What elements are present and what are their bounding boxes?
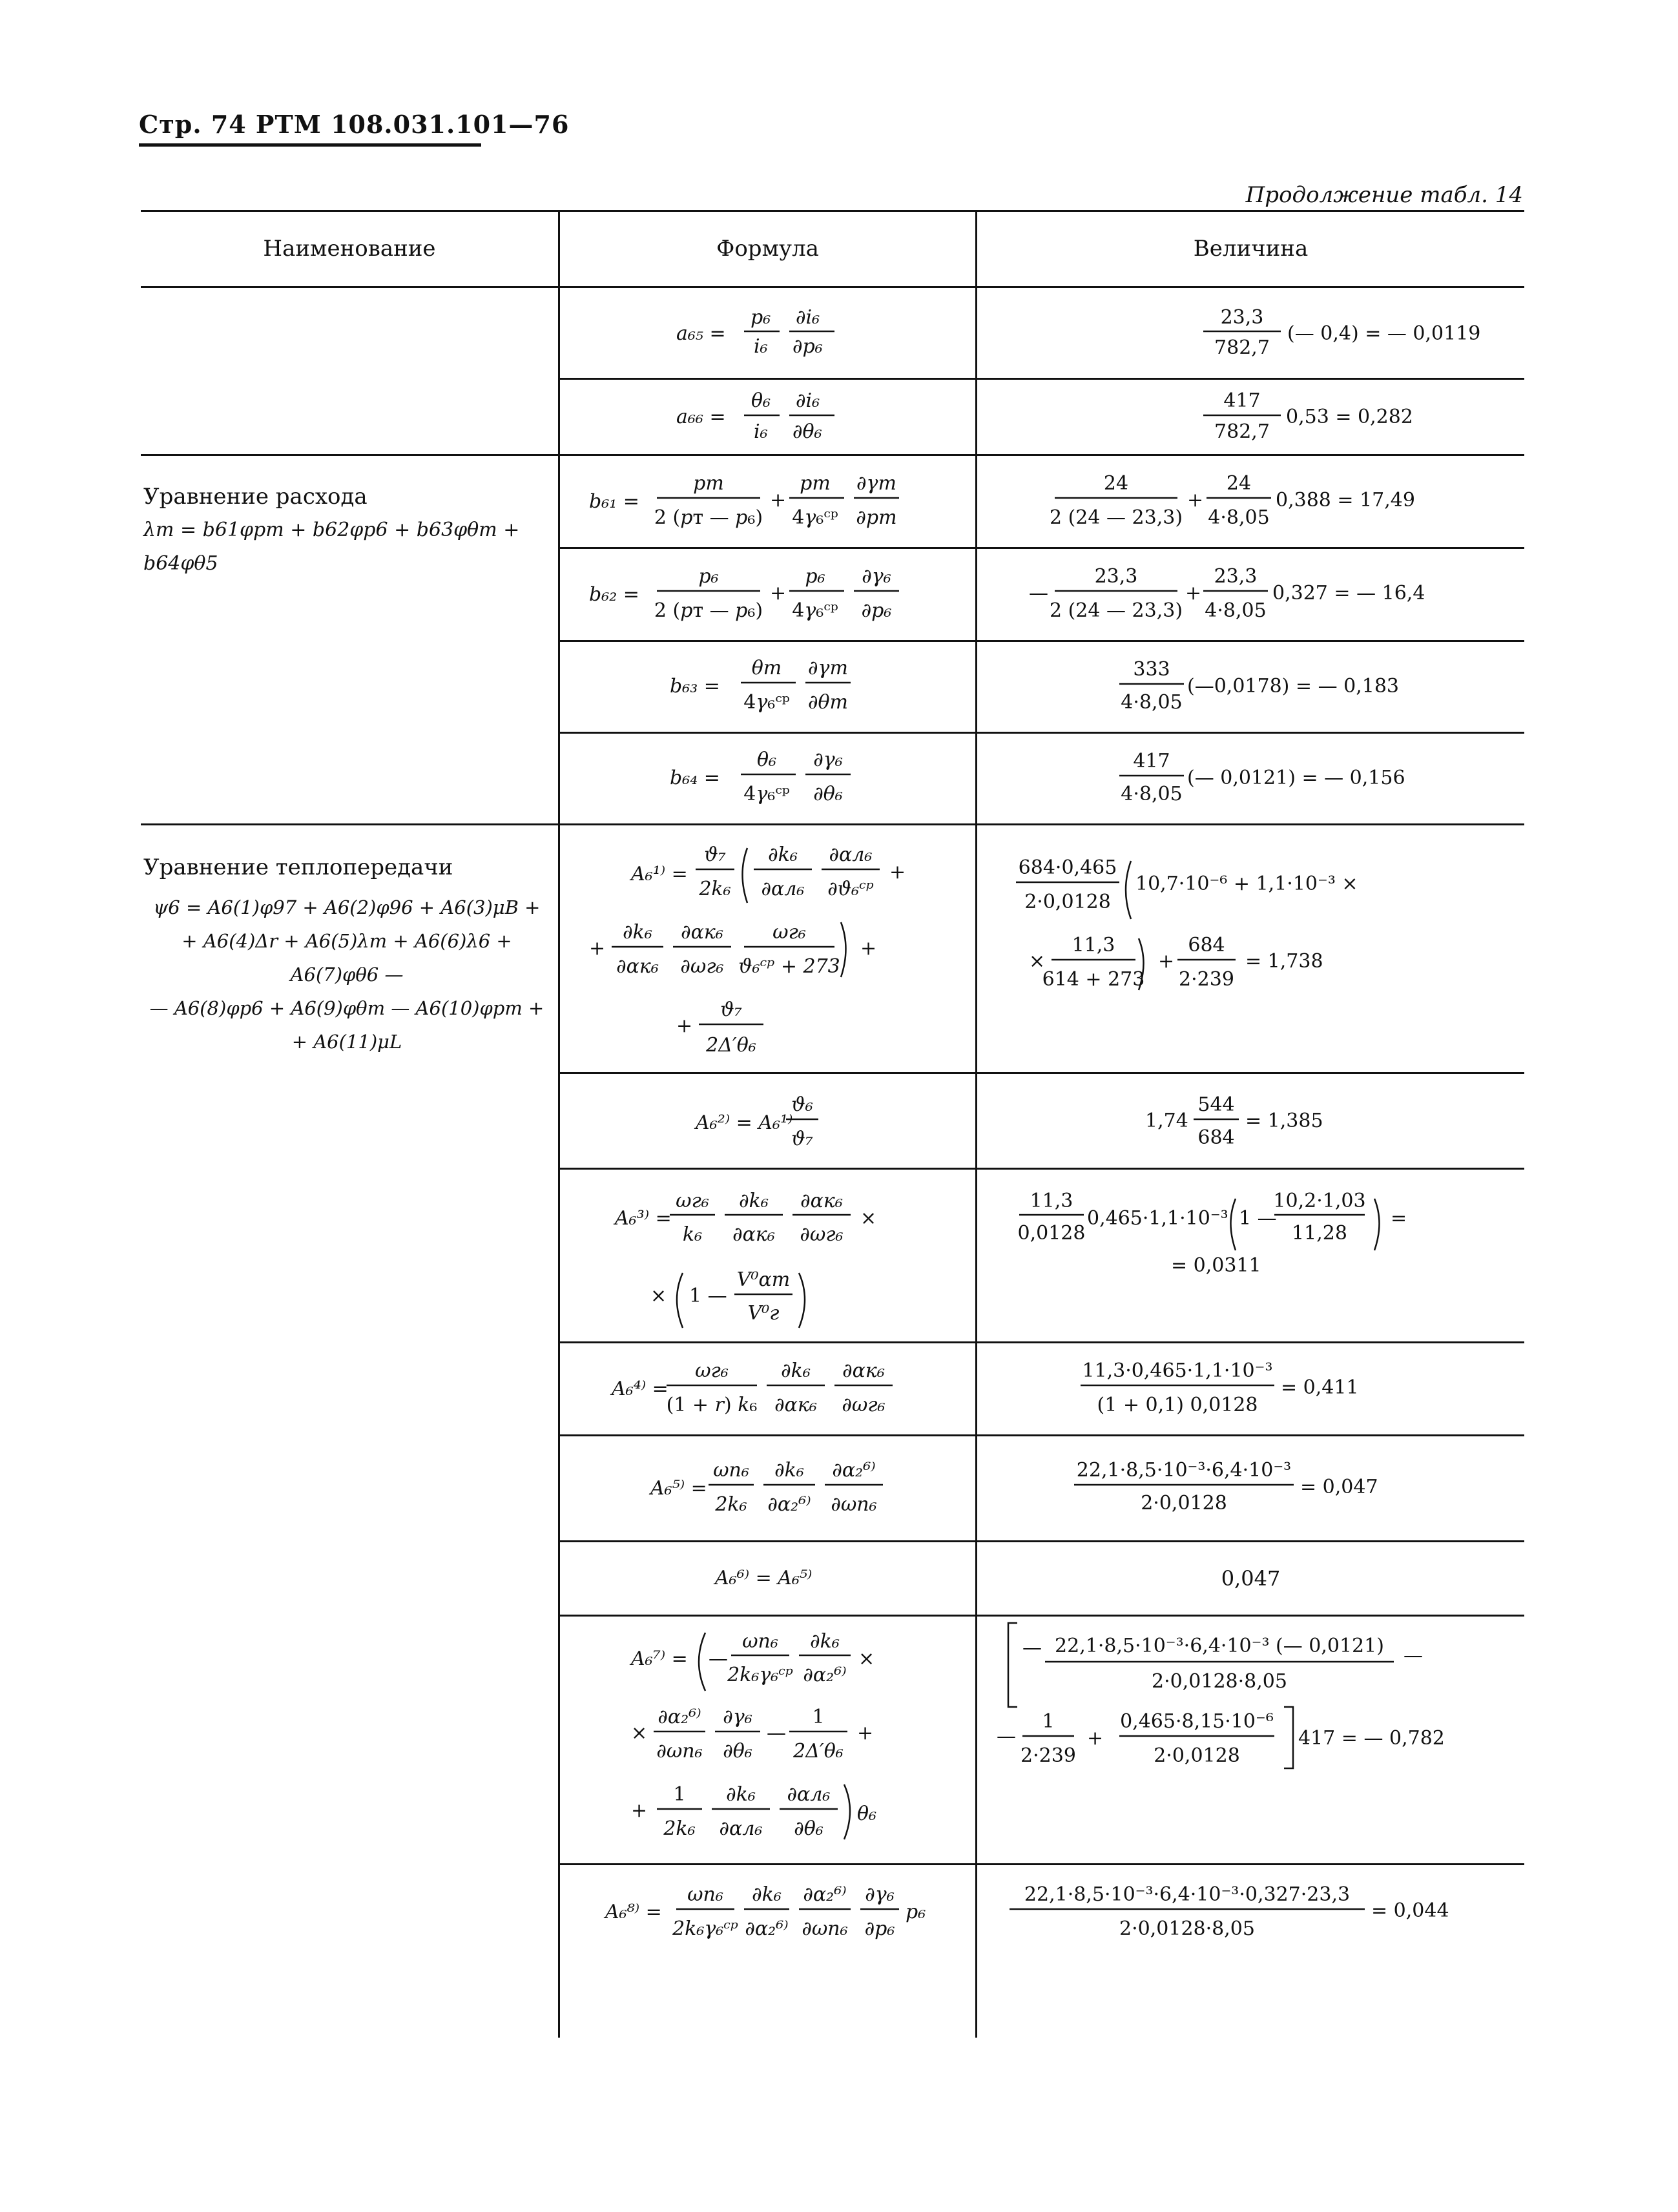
table-top-rule [141, 210, 1524, 212]
svg-text:2Δ′θ₆: 2Δ′θ₆ [793, 1740, 844, 1762]
svg-text:10,2·1,03: 10,2·1,03 [1273, 1190, 1366, 1212]
svg-text:23,3: 23,3 [1094, 565, 1138, 588]
svg-text:(— 0,0121) = — 0,156: (— 0,0121) = — 0,156 [1187, 767, 1405, 789]
svg-text:∂ϑ₆ᶜᵖ: ∂ϑ₆ᶜᵖ [827, 878, 874, 900]
svg-text:b₆₁ =: b₆₁ = [589, 490, 639, 513]
svg-text:∂pт: ∂pт [856, 506, 897, 529]
svg-text:∂ωг₆: ∂ωг₆ [800, 1223, 844, 1246]
svg-text:1: 1 [673, 1783, 686, 1806]
svg-text:∂k₆: ∂k₆ [752, 1883, 782, 1906]
svg-text:∂γ₆: ∂γ₆ [723, 1706, 752, 1728]
svg-text:∂αк₆: ∂αк₆ [842, 1359, 885, 1382]
svg-text:= 0,411: = 0,411 [1281, 1376, 1359, 1399]
table-continuation-label: Продолжение табл. 14 [1245, 182, 1523, 208]
svg-text:333: 333 [1133, 658, 1170, 681]
svg-text:2 (pт — p₆): 2 (pт — p₆) [654, 599, 763, 622]
svg-text:23,3: 23,3 [1214, 565, 1258, 588]
svg-text:A₆⁶⁾ = A₆⁵⁾: A₆⁶⁾ = A₆⁵⁾ [715, 1567, 813, 1589]
value-A6-4 [977, 1343, 1524, 1434]
svg-text:∂p₆: ∂p₆ [861, 599, 892, 622]
svg-text:a₆₆ =: a₆₆ = [676, 406, 726, 428]
svg-text:—: — [767, 1722, 786, 1744]
svg-text:4γ₆ᶜᵖ: 4γ₆ᶜᵖ [743, 691, 790, 714]
svg-text:417: 417 [1223, 389, 1261, 412]
section-name-heat-transfer [143, 851, 550, 1059]
value-a65 [977, 288, 1524, 378]
svg-text:11,3: 11,3 [1030, 1190, 1073, 1212]
svg-text:k₆: k₆ [682, 1223, 703, 1246]
value-A6-3 [977, 1170, 1524, 1341]
svg-text:—: — [1022, 1637, 1042, 1659]
formula-b63 [560, 642, 975, 732]
svg-text:+: + [1187, 489, 1204, 512]
svg-text:1,74: 1,74 [1145, 1110, 1188, 1132]
svg-text:0,0128: 0,0128 [1017, 1222, 1086, 1245]
svg-text:4·8,05: 4·8,05 [1121, 691, 1183, 714]
svg-text:+: + [770, 582, 787, 605]
svg-text:2k₆: 2k₆ [699, 878, 731, 900]
svg-text:∂α₂⁶⁾: ∂α₂⁶⁾ [745, 1917, 789, 1940]
svg-text:+: + [1185, 582, 1202, 605]
svg-text:11,3: 11,3 [1072, 934, 1115, 956]
section-equation: λт = b61φpт + b62φp6 + b63φθт + b64φθ5 [143, 519, 520, 575]
svg-text:∂θ₆: ∂θ₆ [794, 1817, 823, 1840]
svg-text:b₆₄ =: b₆₄ = [670, 767, 720, 789]
formula-b61 [560, 456, 975, 547]
svg-text:p₆: p₆ [751, 306, 771, 329]
svg-text:22,1·8,5·10⁻³·6,4·10⁻³·0,327·2: 22,1·8,5·10⁻³·6,4·10⁻³·0,327·23,3 [1024, 1883, 1351, 1906]
column-header-value: Величина [1193, 236, 1309, 262]
svg-text:(—0,0178) = — 0,183: (—0,0178) = — 0,183 [1187, 675, 1400, 698]
section-equation-line: + A6(11)μL [291, 1031, 402, 1053]
svg-text:∂k₆: ∂k₆ [768, 843, 798, 866]
svg-text:22,1·8,5·10⁻³·6,4·10⁻³ (— 0,01: 22,1·8,5·10⁻³·6,4·10⁻³ (— 0,0121) [1055, 1635, 1384, 1657]
svg-text:∂k₆: ∂k₆ [726, 1783, 756, 1806]
value-A6-6 [977, 1542, 1524, 1615]
svg-text:∂αк₆: ∂αк₆ [616, 955, 659, 978]
value-a66 [977, 380, 1524, 454]
svg-text:417 = — 0,782: 417 = — 0,782 [1298, 1727, 1445, 1750]
svg-text:A₆⁵⁾ =: A₆⁵⁾ = [650, 1477, 707, 1500]
svg-text:2k₆: 2k₆ [663, 1817, 696, 1840]
value-b62 [977, 549, 1524, 640]
formula-A6-8 [560, 1865, 975, 1969]
svg-text:—: — [997, 1725, 1016, 1748]
svg-text:0,388 = 17,49: 0,388 = 17,49 [1276, 489, 1415, 512]
svg-text:2·239: 2·239 [1179, 968, 1234, 991]
value-A6-1 [977, 825, 1524, 1072]
svg-text:∂αл₆: ∂αл₆ [761, 878, 805, 900]
svg-text:∂αл₆: ∂αл₆ [719, 1817, 763, 1840]
svg-text:2k₆: 2k₆ [715, 1493, 747, 1516]
svg-text:24: 24 [1226, 472, 1252, 495]
svg-text:p₆: p₆ [698, 565, 719, 588]
svg-text:×: × [858, 1648, 875, 1670]
svg-text:ωг₆: ωг₆ [695, 1359, 729, 1382]
svg-text:∂p₆: ∂p₆ [792, 335, 823, 358]
svg-text:∂α₂⁶⁾: ∂α₂⁶⁾ [832, 1459, 876, 1482]
section-title: Уравнение теплопередачи [143, 854, 453, 880]
svg-text:—: — [709, 1648, 728, 1670]
value-text: 0,047 [1221, 1566, 1281, 1591]
svg-text:2·0,0128·8,05: 2·0,0128·8,05 [1119, 1917, 1255, 1940]
svg-text:θ₆: θ₆ [857, 1803, 877, 1825]
svg-text:A₆³⁾ =: A₆³⁾ = [615, 1207, 672, 1230]
value-b63 [977, 642, 1524, 732]
svg-text:2·0,0128·8,05: 2·0,0128·8,05 [1152, 1670, 1287, 1693]
svg-text:2·0,0128: 2·0,0128 [1154, 1744, 1240, 1767]
svg-text:684: 684 [1188, 934, 1225, 956]
svg-text:V⁰αт: V⁰αт [736, 1268, 791, 1291]
svg-text:θ₆: θ₆ [751, 389, 771, 412]
svg-text:544: 544 [1197, 1093, 1235, 1116]
svg-text:2k₆γ₆ᶜᵖ: 2k₆γ₆ᶜᵖ [727, 1664, 793, 1686]
svg-text:∂α₂⁶⁾: ∂α₂⁶⁾ [803, 1664, 847, 1686]
svg-text:1 —: 1 — [1239, 1207, 1277, 1230]
svg-text:∂ωг₆: ∂ωг₆ [842, 1394, 886, 1416]
svg-text:∂α₂⁶⁾: ∂α₂⁶⁾ [803, 1883, 847, 1906]
svg-text:1 —: 1 — [689, 1285, 727, 1307]
svg-text:(— 0,4) = — 0,0119: (— 0,4) = — 0,0119 [1287, 322, 1481, 345]
svg-text:2·0,0128: 2·0,0128 [1141, 1492, 1227, 1514]
svg-text:1: 1 [812, 1706, 825, 1728]
svg-text:= 0,044: = 0,044 [1371, 1899, 1449, 1922]
svg-text:p₆: p₆ [906, 1901, 926, 1923]
svg-text:∂k₆: ∂k₆ [739, 1190, 769, 1212]
svg-text:2 (pт — p₆): 2 (pт — p₆) [654, 506, 763, 529]
svg-text:θ₆: θ₆ [756, 749, 777, 771]
formula-A6-1 [560, 825, 975, 1072]
section-equation-line: + A6(4)Δr + A6(5)λт + A6(6)λ6 + A6(7)φθ6 — [181, 930, 512, 986]
formula-A6-4 [560, 1343, 975, 1434]
svg-text:p₆: p₆ [805, 565, 825, 588]
svg-text:×: × [631, 1722, 648, 1744]
svg-text:ωг₆: ωг₆ [676, 1190, 709, 1212]
svg-text:∂αк₆: ∂αк₆ [732, 1223, 775, 1246]
svg-text:684·0,465: 684·0,465 [1018, 856, 1117, 879]
value-A6-2 [977, 1074, 1524, 1168]
section-name-flow-equation [143, 480, 550, 581]
svg-text:∂ωп₆: ∂ωп₆ [831, 1493, 877, 1516]
header-underline [139, 143, 481, 147]
svg-text:4γ₆ᶜᵖ: 4γ₆ᶜᵖ [792, 506, 838, 529]
svg-text:22,1·8,5·10⁻³·6,4·10⁻³: 22,1·8,5·10⁻³·6,4·10⁻³ [1076, 1459, 1292, 1482]
svg-text:24: 24 [1103, 472, 1129, 495]
svg-text:ϑ₇: ϑ₇ [704, 843, 726, 866]
svg-text:0,465·8,15·10⁻⁶: 0,465·8,15·10⁻⁶ [1120, 1710, 1274, 1733]
svg-text:11,3·0,465·1,1·10⁻³: 11,3·0,465·1,1·10⁻³ [1082, 1359, 1273, 1382]
svg-text:∂k₆: ∂k₆ [774, 1459, 804, 1482]
svg-text:4γ₆ᶜᵖ: 4γ₆ᶜᵖ [743, 783, 790, 805]
section-equation-line: ψ6 = A6(1)φ97 + A6(2)φ96 + A6(3)μB + [153, 896, 541, 918]
formula-A6-6 [560, 1542, 975, 1615]
svg-text:0,327 = — 16,4: 0,327 = — 16,4 [1272, 582, 1425, 605]
svg-text:∂γ₆: ∂γ₆ [813, 749, 843, 771]
svg-text:∂γ₆: ∂γ₆ [865, 1883, 895, 1906]
svg-text:0,53 = 0,282: 0,53 = 0,282 [1286, 406, 1413, 428]
svg-text:—: — [1029, 582, 1048, 605]
svg-text:ϑ₇: ϑ₇ [720, 998, 742, 1021]
svg-text:pт: pт [693, 472, 724, 495]
svg-text:a₆₅ =: a₆₅ = [676, 322, 726, 345]
svg-text:∂k₆: ∂k₆ [781, 1359, 811, 1382]
value-b61 [977, 456, 1524, 547]
svg-text:∂ωг₆: ∂ωг₆ [680, 955, 724, 978]
svg-text:×: × [860, 1207, 877, 1230]
formula-A6-5 [560, 1436, 975, 1540]
svg-text:∂k₆: ∂k₆ [623, 921, 652, 944]
svg-text:A₆⁸⁾ =: A₆⁸⁾ = [605, 1901, 662, 1923]
svg-text:782,7: 782,7 [1214, 420, 1270, 443]
svg-text:10,7·10⁻⁶ + 1,1·10⁻³ ×: 10,7·10⁻⁶ + 1,1·10⁻³ × [1135, 873, 1358, 895]
svg-text:4·8,05: 4·8,05 [1121, 783, 1183, 805]
svg-text:ωп₆: ωп₆ [713, 1459, 749, 1482]
value-A6-8 [977, 1865, 1524, 1969]
svg-text:= 1,738: = 1,738 [1245, 950, 1323, 973]
svg-text:417: 417 [1133, 750, 1170, 772]
svg-text:23,3: 23,3 [1220, 306, 1264, 329]
svg-text:= 0,0311: = 0,0311 [1171, 1254, 1261, 1277]
svg-text:11,28: 11,28 [1292, 1222, 1347, 1245]
column-header-formula: Формула [716, 236, 819, 262]
svg-text:ϑ₆: ϑ₆ [791, 1093, 813, 1116]
formula-b62 [560, 549, 975, 640]
svg-text:ϑ₇: ϑ₇ [791, 1128, 813, 1150]
svg-text:4·8,05: 4·8,05 [1208, 506, 1270, 529]
svg-text:2 (24 — 23,3): 2 (24 — 23,3) [1049, 599, 1183, 622]
svg-text:∂αк₆: ∂αк₆ [800, 1190, 843, 1212]
svg-text:1: 1 [1042, 1710, 1055, 1733]
svg-text:∂i₆: ∂i₆ [796, 389, 820, 412]
value-A6-5 [977, 1436, 1524, 1540]
svg-text:= 1,385: = 1,385 [1245, 1110, 1323, 1132]
svg-text:∂α₂⁶⁾: ∂α₂⁶⁾ [767, 1493, 811, 1516]
svg-text:+: + [631, 1799, 648, 1822]
svg-text:=: = [1391, 1207, 1407, 1230]
svg-text:∂k₆: ∂k₆ [810, 1630, 840, 1653]
svg-text:+: + [857, 1722, 874, 1744]
svg-text:2Δ′θ₆: 2Δ′θ₆ [706, 1034, 756, 1057]
svg-text:∂θ₆: ∂θ₆ [792, 420, 822, 443]
svg-text:θт: θт [751, 657, 782, 679]
section-title: Уравнение расхода [143, 484, 368, 510]
svg-text:∂αл₆: ∂αл₆ [787, 1783, 831, 1806]
formula-A6-2 [560, 1074, 975, 1168]
svg-text:A₆⁷⁾ =: A₆⁷⁾ = [631, 1648, 688, 1670]
svg-text:(1 + 0,1) 0,0128: (1 + 0,1) 0,0128 [1097, 1394, 1258, 1416]
svg-text:∂θ₆: ∂θ₆ [813, 783, 843, 805]
svg-text:782,7: 782,7 [1214, 336, 1270, 359]
value-b64 [977, 734, 1524, 823]
page-header: Стр. 74 РТМ 108.031.101—76 [139, 110, 570, 139]
svg-text:∂αк₆: ∂αк₆ [774, 1394, 817, 1416]
svg-text:∂γ₆: ∂γ₆ [862, 565, 891, 588]
formula-A6-3 [560, 1170, 975, 1341]
svg-text:∂γт: ∂γт [856, 472, 896, 495]
svg-text:+: + [889, 861, 906, 884]
svg-text:ωп₆: ωп₆ [742, 1630, 778, 1653]
svg-text:∂αк₆: ∂αк₆ [681, 921, 723, 944]
formula-A6-7 [560, 1617, 975, 1863]
svg-text:614 + 273: 614 + 273 [1042, 968, 1145, 991]
svg-text:pт: pт [800, 472, 831, 495]
svg-text:∂α₂⁶⁾: ∂α₂⁶⁾ [658, 1706, 701, 1728]
svg-text:ϑ₆ᶜᵖ + 273: ϑ₆ᶜᵖ + 273 [738, 955, 840, 978]
svg-text:A₆⁴⁾ =: A₆⁴⁾ = [612, 1378, 668, 1400]
svg-text:4·8,05: 4·8,05 [1205, 599, 1267, 622]
svg-text:A₆¹⁾ =: A₆¹⁾ = [631, 863, 688, 885]
svg-text:b₆₂ =: b₆₂ = [589, 583, 639, 606]
svg-text:2·239: 2·239 [1020, 1744, 1076, 1767]
svg-text:= 0,047: = 0,047 [1300, 1476, 1378, 1498]
svg-text:+: + [770, 489, 787, 512]
svg-text:(1 + r) k₆: (1 + r) k₆ [666, 1394, 758, 1416]
svg-text:+: + [676, 1015, 693, 1037]
formula-b64 [560, 734, 975, 823]
svg-text:+: + [589, 937, 606, 960]
svg-text:∂ωп₆: ∂ωп₆ [656, 1740, 703, 1762]
svg-text:∂αл₆: ∂αл₆ [829, 843, 873, 866]
formula-a66 [560, 380, 975, 454]
svg-text:×: × [1029, 950, 1046, 973]
svg-text:+: + [1087, 1727, 1104, 1750]
svg-text:A₆²⁾ = A₆¹⁾: A₆²⁾ = A₆¹⁾ [696, 1111, 793, 1134]
value-A6-7 [977, 1617, 1524, 1863]
svg-text:∂θт: ∂θт [807, 691, 849, 714]
svg-text:∂θ₆: ∂θ₆ [723, 1740, 752, 1762]
svg-text:+: + [860, 937, 877, 960]
svg-text:2 (24 — 23,3): 2 (24 — 23,3) [1049, 506, 1183, 529]
svg-text:∂p₆: ∂p₆ [864, 1917, 895, 1940]
svg-text:∂γт: ∂γт [808, 657, 848, 679]
svg-text:ωг₆: ωг₆ [772, 921, 806, 944]
svg-text:∂ωп₆: ∂ωп₆ [802, 1917, 848, 1940]
column-header-name: Наименование [263, 236, 436, 262]
svg-text:V⁰г: V⁰г [747, 1302, 780, 1325]
svg-text:i₆: i₆ [754, 335, 768, 358]
svg-text:2k₆γ₆ᶜᵖ: 2k₆γ₆ᶜᵖ [672, 1917, 738, 1940]
svg-text:4γ₆ᶜᵖ: 4γ₆ᶜᵖ [792, 599, 838, 622]
svg-text:684: 684 [1197, 1126, 1235, 1149]
formula-a65 [560, 288, 975, 378]
svg-text:—: — [1404, 1644, 1423, 1667]
svg-text:∂i₆: ∂i₆ [796, 306, 820, 329]
svg-text:b₆₃ =: b₆₃ = [670, 675, 720, 698]
svg-text:0,465·1,1·10⁻³: 0,465·1,1·10⁻³ [1087, 1207, 1228, 1230]
svg-text:×: × [650, 1285, 667, 1307]
svg-text:ωп₆: ωп₆ [687, 1883, 723, 1906]
svg-text:i₆: i₆ [754, 420, 768, 443]
svg-text:+: + [1158, 950, 1175, 973]
svg-text:2·0,0128: 2·0,0128 [1024, 891, 1111, 913]
section-equation-line: — A6(8)φp6 + A6(9)φθт — A6(10)φpт + [149, 997, 544, 1019]
